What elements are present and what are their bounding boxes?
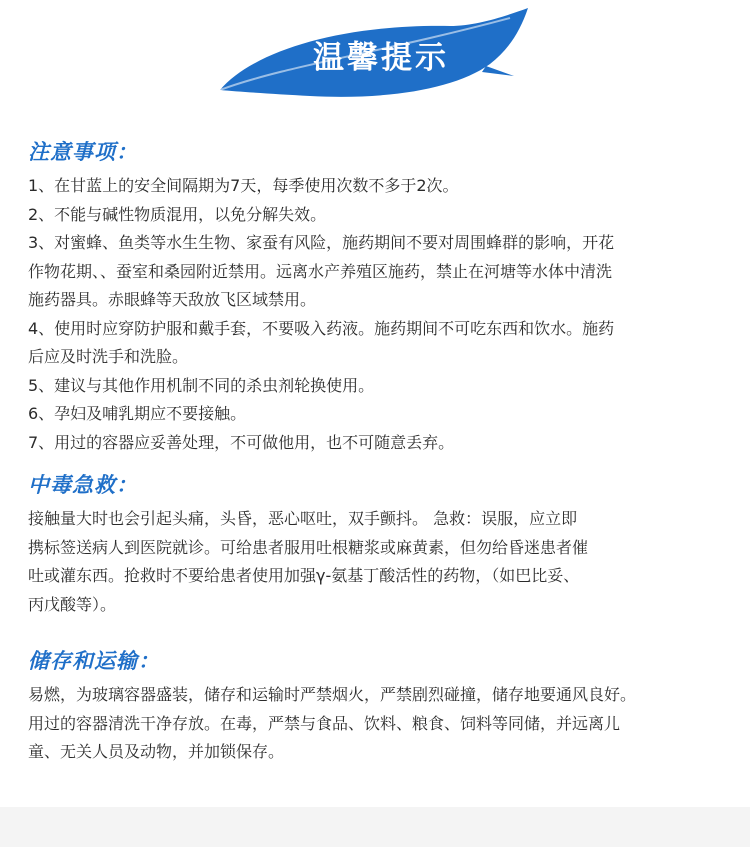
storage-section xyxy=(28,645,730,767)
banner xyxy=(214,6,532,102)
storage-heading: 储存和运输： xyxy=(28,649,160,673)
notes-heading: 注意事项： xyxy=(28,140,138,164)
storage-line: 易燃，为玻璃容器盛装，储存和运输时严禁烟火，严禁剧烈碰撞，储存地要通风良好。 xyxy=(28,685,637,704)
poisoning-heading: 中毒急救： xyxy=(28,473,138,497)
banner-title: 温馨提示 xyxy=(313,39,449,76)
notes-line: 4、使用时应穿防护服和戴手套，不要吸入药液。施药期间不可吃东西和饮水。施药 xyxy=(28,318,615,338)
poisoning-line: 丙戊酸等）。 xyxy=(28,594,117,614)
poisoning-line: 接触量大时也会引起头痛，头昏，恶心呕吐，双手颤抖。 急救：误服，应立即 xyxy=(28,509,578,528)
notes-line: 后应及时洗手和洗脸。 xyxy=(28,347,189,366)
poisoning-section xyxy=(28,469,730,619)
notes-line: 1、在甘蓝上的安全间隔期为7天，每季使用次数不多于2次。 xyxy=(28,176,459,195)
storage-line: 童、无关人员及动物，并加锁保存。 xyxy=(28,742,285,761)
notes-line: 2、不能与碱性物质混用，以免分解失效。 xyxy=(28,204,327,224)
notes-line: 5、建议与其他作用机制不同的杀虫剂轮换使用。 xyxy=(28,375,375,395)
notes-section xyxy=(28,136,730,457)
poisoning-line: 携标签送病人到医院就诊。可给患者服用吐根糖浆或麻黄素，但勿给昏迷患者催 xyxy=(28,537,589,557)
notes-line: 7、用过的容器应妥善处理，不可做他用，也不可随意丢弃。 xyxy=(28,432,455,452)
notes-line: 6、孕妇及哺乳期应不要接触。 xyxy=(28,404,247,423)
notes-line: 施药器具。赤眼蜂等天敌放飞区域禁用。 xyxy=(28,290,317,309)
footer-band xyxy=(0,807,750,847)
poisoning-line: 吐或灌东西。抢救时不要给患者使用加强γ-氨基丁酸活性的药物，（如巴比妥、 xyxy=(28,566,580,585)
notes-line: 3、对蜜蜂、鱼类等水生生物、家蚕有风险，施药期间不要对周围蜂群的影响，开花 xyxy=(28,233,615,252)
storage-body xyxy=(28,681,730,767)
storage-line: 用过的容器清洗干净存放。在毒，严禁与食品、饮料、粮食、饲料等同储，并远离儿 xyxy=(28,713,621,733)
notes-body xyxy=(28,172,730,457)
poisoning-body xyxy=(28,505,730,619)
notes-line: 作物花期、、蚕室和桑园附近禁用。远离水产养殖区施药，禁止在河塘等水体中清洗 xyxy=(28,261,613,281)
